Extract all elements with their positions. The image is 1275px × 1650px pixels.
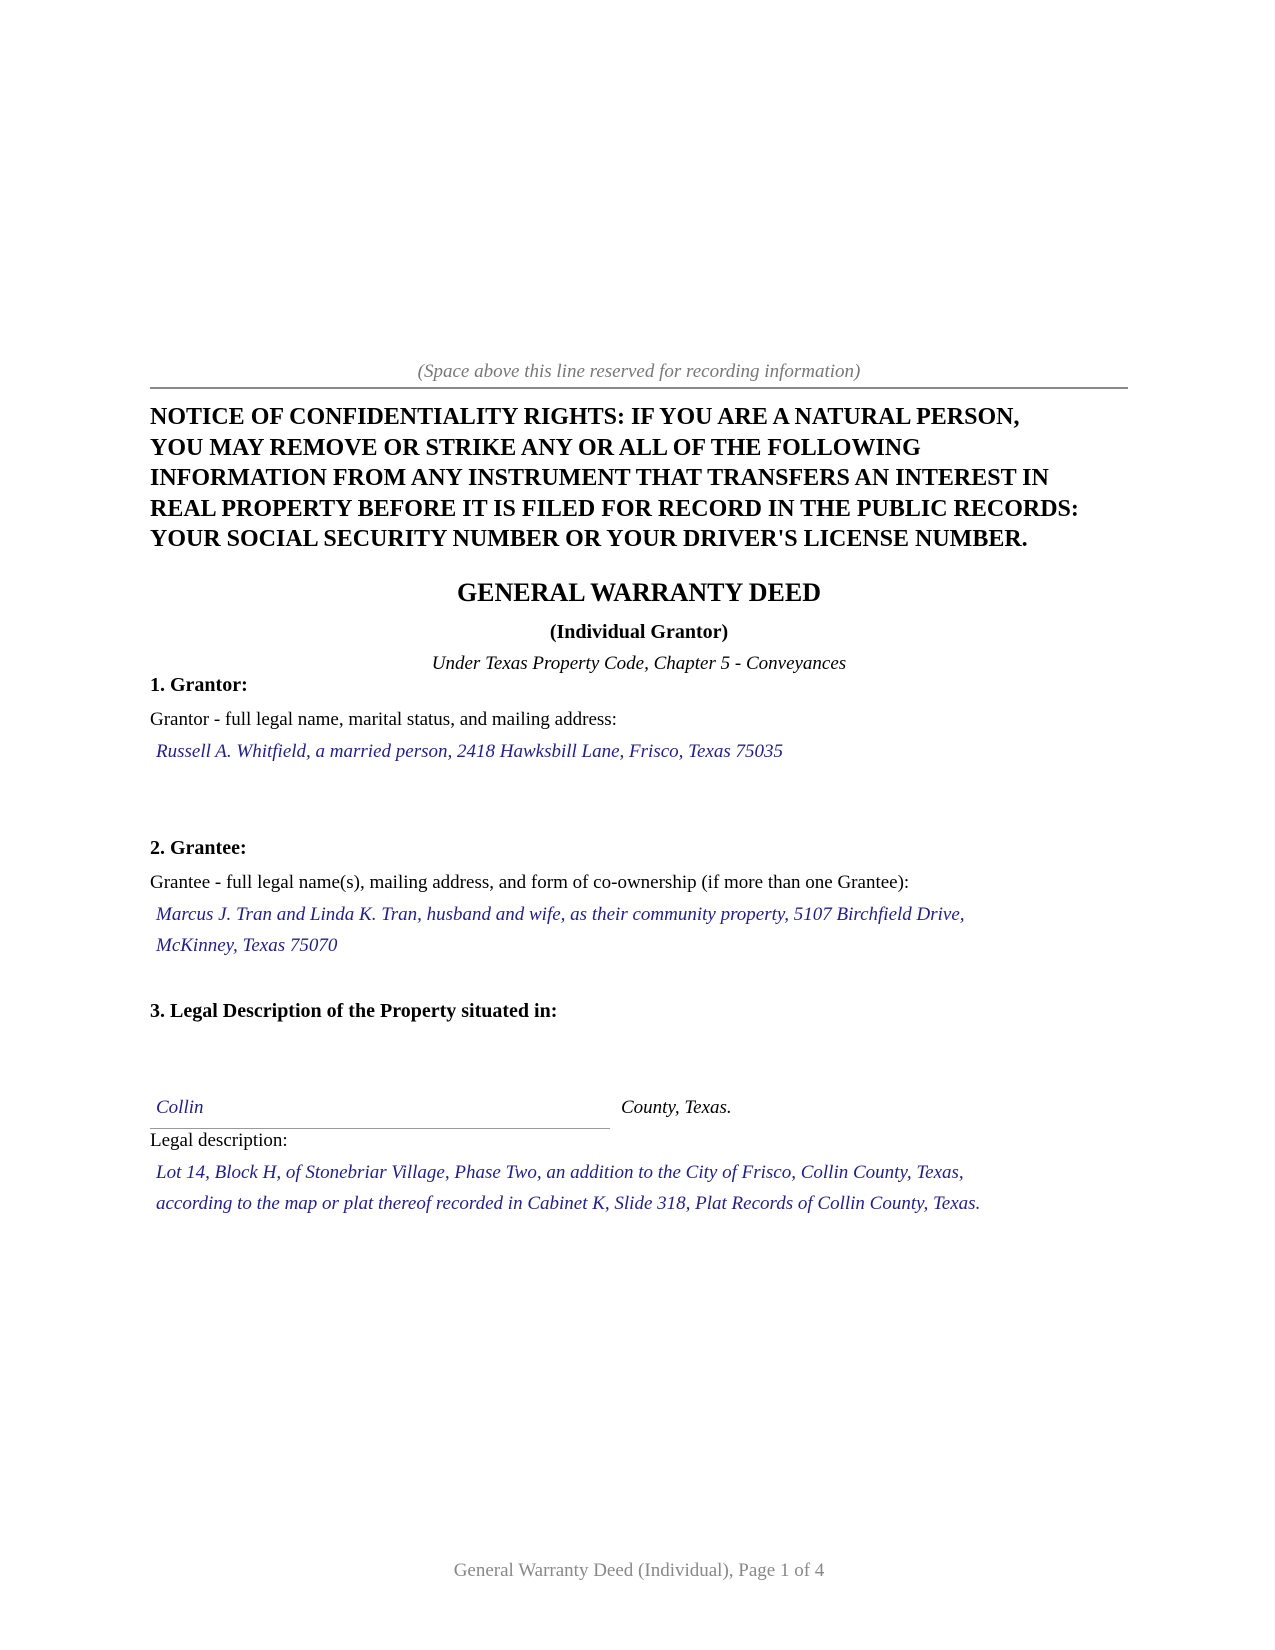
county-value: Collin: [156, 1097, 204, 1118]
grantor-value-line: Russell A. Whitfield, a married person, 2418 Hawksbill Lane, Frisco, Texas 75035: [156, 741, 783, 762]
grantor-field[interactable]: [156, 736, 1096, 767]
legal-description-field[interactable]: [156, 1157, 1096, 1219]
recording-divider: [150, 387, 1128, 389]
notice-line: YOU MAY REMOVE OR STRIKE ANY OR ALL OF THE FOLLOWING: [150, 434, 921, 461]
notice-line: YOUR SOCIAL SECURITY NUMBER OR YOUR DRIVER'S LICENSE NUMBER.: [150, 526, 1028, 552]
deed-statute: Under Texas Property Code, Chapter 5 - Conveyances: [431, 653, 847, 674]
notice-line: INFORMATION FROM ANY INSTRUMENT THAT TRANSFERS AN INTEREST IN: [150, 465, 1049, 491]
legal-description-line: according to the map or plat thereof recorded in Cabinet K, Slide 318, Plat Records of Collin County, Texas.: [156, 1193, 981, 1214]
county-suffix: County, Texas.: [621, 1097, 732, 1118]
deed-page: [150, 0, 1128, 1650]
grantee-value-line: Marcus J. Tran and Linda K. Tran, husband and wife, as their community property, 5107 Birchfield Drive,: [156, 904, 965, 925]
grantor-label: Grantor - full legal name, marital status, and mailing address:: [150, 709, 617, 730]
grantee-value-line: McKinney, Texas 75070: [156, 935, 338, 956]
property-heading: 3. Legal Description of the Property situated in:: [150, 1000, 558, 1022]
confidentiality-notice: [150, 402, 1128, 555]
grantee-heading: 2. Grantee:: [150, 837, 247, 859]
legal-description-label: Legal description:: [150, 1130, 288, 1151]
grantee-label: Grantee - full legal name(s), mailing address, and form of co-ownership (if more than one Grantee):: [150, 872, 910, 893]
legal-description-line: Lot 14, Block H, of Stonebriar Village, Phase Two, an addition to the City of Frisco, Collin County, Texas,: [156, 1162, 964, 1183]
notice-line: REAL PROPERTY BEFORE IT IS FILED FOR RECORD IN THE PUBLIC RECORDS:: [150, 495, 1079, 522]
recording-space-note: (Space above this line reserved for recording information): [417, 361, 861, 382]
grantor-heading: 1. Grantor:: [150, 674, 248, 696]
grantee-field[interactable]: [156, 899, 1096, 961]
deed-subtitle: (Individual Grantor): [549, 621, 729, 643]
deed-title: GENERAL WARRANTY DEED: [456, 578, 822, 607]
county-field[interactable]: [150, 1090, 610, 1129]
notice-line: NOTICE OF CONFIDENTIALITY RIGHTS: IF YOU ARE A NATURAL PERSON,: [150, 404, 1020, 430]
page-footer: General Warranty Deed (Individual), Page 1 of 4: [453, 1560, 825, 1581]
